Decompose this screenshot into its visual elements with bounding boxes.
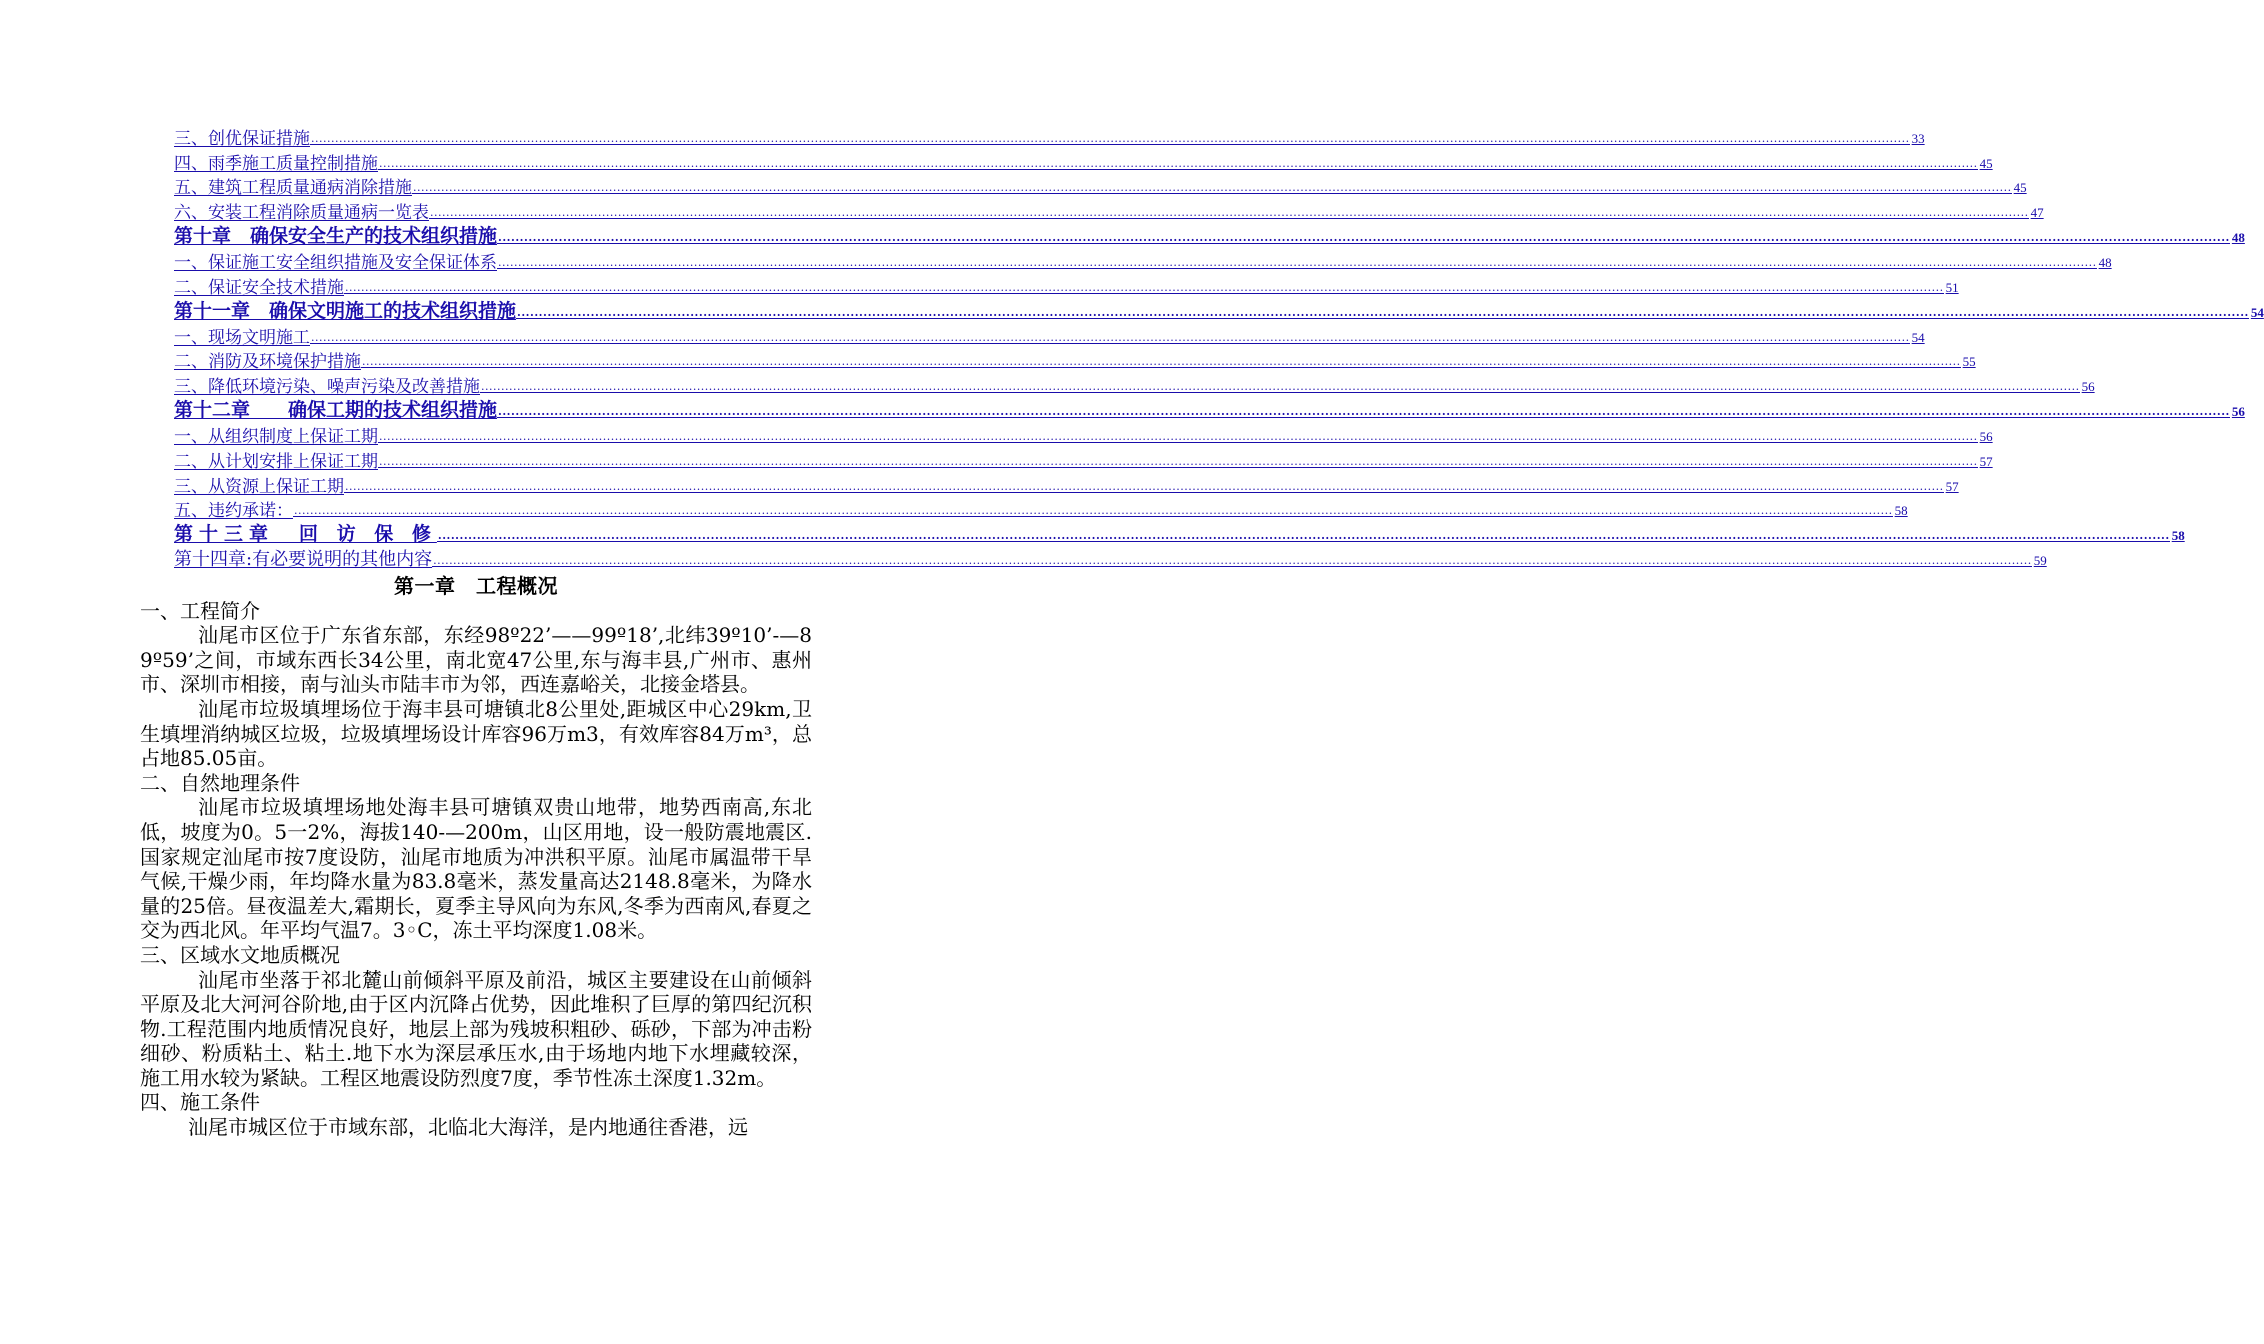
toc-entry[interactable] — [174, 223, 2245, 248]
paragraph: 汕尾市垃圾填埋场地处海丰县可塘镇双贵山地带，地势西南高,东北低，坡度为0。5一2%，海拔140-—200m，山区用地，设一般防震地震区.国家规定汕尾市按7度设防，汕尾市地质为冲洪积平原。汕尾市属温带干旱气候,干燥少雨，年均降水量为83.8毫米，蒸发量高达2148.8毫米，为降水量的25倍。昼夜温差大,霜期长，夏季主导风向为东风,冬季为西南风,春夏之交为西北风。年平均气温7。3◦C，冻土平均深度1.08米。 — [140, 795, 812, 943]
chapter-title: 第一章 工程概况 — [394, 574, 558, 598]
toc-page-number: 54 — [1911, 329, 1925, 345]
toc-entry-label: 二、保证安全技术措施 — [174, 277, 344, 298]
toc-leader-dots: ................................................................................................................................................................................................................................................................................................................................................................................................................ — [413, 181, 2012, 195]
toc-entry-label: 四、雨季施工质量控制措施 — [174, 153, 378, 174]
toc-entry-label: 二、消防及环境保护措施 — [174, 352, 361, 373]
toc-page-number: 45 — [1979, 155, 1993, 171]
toc-entry-label: 第十四章:有必要说明的其他内容 — [174, 549, 433, 571]
toc-entry-label: 二、从计划安排上保证工期 — [174, 451, 378, 472]
toc-entry[interactable] — [174, 298, 2264, 323]
toc-leader-dots: ................................................................................................................................................................................................................................................................................................................................................................................................................ — [379, 454, 1978, 468]
toc-entry[interactable] — [174, 124, 1925, 149]
toc-page-number: 48 — [2231, 230, 2245, 246]
toc-leader-dots: ................................................................................................................................................................................................................................................................................................................................................................................................................ — [433, 554, 2032, 568]
section-heading: 一、工程简介 — [140, 598, 260, 623]
toc-entry[interactable] — [174, 497, 1908, 522]
toc-entry[interactable] — [174, 348, 1976, 373]
section-heading: 四、施工条件 — [140, 1090, 260, 1115]
toc-leader-dots: ................................................................................................................................................................................................................................................................................................................................................................................................................ — [517, 305, 2249, 319]
toc-leader-dots: ................................................................................................................................................................................................................................................................................................................................................................................................................ — [294, 504, 1893, 518]
toc-entry-label: 一、现场文明施工 — [174, 327, 310, 348]
paragraph: 汕尾市城区位于市域东部，北临北大海洋，是内地通往香港，远 — [188, 1115, 748, 1140]
toc-page-number: 48 — [2098, 254, 2112, 270]
toc-page-number: 54 — [2250, 304, 2264, 320]
toc-leader-dots: ................................................................................................................................................................................................................................................................................................................................................................................................................ — [437, 529, 2170, 543]
toc-entry[interactable] — [174, 273, 1959, 298]
toc-page-number: 58 — [1894, 503, 1908, 519]
paragraph: 汕尾市区位于广东省东部，东经98º22’——99º18’,北纬39º10’-—89º59’之间，市域东西长34公里，南北宽47公里,东与海丰县,广州市、惠州市、深圳市相接，南与汕头市陆丰市为邻，西连嘉峪关，北接金塔县。 — [140, 623, 812, 697]
toc-page-number: 51 — [1945, 279, 1959, 295]
toc-leader-dots: ................................................................................................................................................................................................................................................................................................................................................................................................................ — [345, 280, 1944, 294]
toc-entry[interactable] — [174, 372, 2095, 398]
toc-page-number: 57 — [1979, 453, 1993, 469]
toc-entry-label: 三、创优保证措施 — [174, 128, 310, 149]
toc-leader-dots: ................................................................................................................................................................................................................................................................................................................................................................................................................ — [311, 131, 1910, 145]
toc-leader-dots: ................................................................................................................................................................................................................................................................................................................................................................................................................ — [498, 255, 2097, 269]
toc-entry-label: 六、安装工程消除质量通病一览表 — [174, 203, 429, 224]
toc-page-number: 57 — [1945, 478, 1959, 494]
toc-entry[interactable] — [174, 397, 2245, 422]
toc-entry[interactable] — [174, 323, 1925, 348]
toc-page-number: 59 — [2033, 553, 2047, 569]
toc-page-number: 55 — [1962, 354, 1976, 370]
toc-entry-label: 三、从资源上保证工期 — [174, 476, 344, 497]
toc-entry[interactable] — [174, 472, 1959, 497]
section-heading: 三、区域水文地质概况 — [140, 942, 340, 967]
table-of-contents — [174, 124, 2264, 571]
toc-leader-dots: ................................................................................................................................................................................................................................................................................................................................................................................................................ — [481, 380, 2080, 394]
toc-entry-label: 五、建筑工程质量通病消除措施 — [174, 178, 412, 199]
toc-page-number: 56 — [2081, 379, 2095, 395]
toc-page-number: 58 — [2171, 528, 2185, 544]
toc-entry[interactable] — [174, 198, 2044, 224]
toc-leader-dots: ................................................................................................................................................................................................................................................................................................................................................................................................................ — [498, 405, 2230, 419]
toc-entry-label: 第十章 确保安全生产的技术组织措施 — [174, 225, 498, 248]
toc-entry-label: 第十三章 回 访 保 修 — [174, 523, 437, 546]
toc-page-number: 45 — [2013, 180, 2027, 196]
toc-entry-label: 第十二章 确保工期的技术组织措施 — [174, 399, 498, 422]
paragraph: 汕尾市垃圾填埋场位于海丰县可塘镇北8公里处,距城区中心29km,卫生填埋消纳城区垃圾，垃圾填埋场设计库容96万m3，有效库容84万m³，总占地85.05亩。 — [140, 696, 812, 771]
toc-page-number: 47 — [2030, 205, 2044, 221]
toc-entry[interactable] — [174, 546, 2047, 571]
toc-leader-dots: ................................................................................................................................................................................................................................................................................................................................................................................................................ — [311, 330, 1910, 344]
section-heading: 二、自然地理条件 — [140, 770, 300, 795]
toc-entry[interactable] — [174, 447, 1993, 472]
paragraph: 汕尾市坐落于祁北麓山前倾斜平原及前沿，城区主要建设在山前倾斜平原及北大河河谷阶地,由于区内沉降占优势，因此堆积了巨厚的第四纪沉积物.工程范围内地质情况良好，地层上部为残坡积粗砂、砾砂，下部为冲击粉细砂、粉质粘土、粘土.地下水为深层承压水,由于场地内地下水埋藏较深，施工用水较为紧缺。工程区地震设防烈度7度，季节性冻土深度1.32m。 — [140, 967, 812, 1090]
toc-entry-label: 一、从组织制度上保证工期 — [174, 426, 378, 447]
toc-entry-label: 三、降低环境污染、噪声污染及改善措施 — [174, 377, 480, 398]
chapter-content — [140, 574, 812, 1140]
toc-leader-dots: ................................................................................................................................................................................................................................................................................................................................................................................................................ — [345, 479, 1944, 493]
toc-entry-label: 一、保证施工安全组织措施及安全保证体系 — [174, 252, 497, 273]
toc-entry[interactable] — [174, 422, 1993, 447]
toc-page-number: 56 — [2231, 404, 2245, 420]
toc-entry[interactable] — [174, 521, 2185, 546]
toc-entry[interactable] — [174, 149, 1993, 174]
toc-leader-dots: ................................................................................................................................................................................................................................................................................................................................................................................................................ — [498, 231, 2230, 245]
toc-page-number: 56 — [1979, 428, 1993, 444]
toc-entry[interactable] — [174, 174, 2027, 199]
toc-leader-dots: ................................................................................................................................................................................................................................................................................................................................................................................................................ — [430, 206, 2029, 220]
toc-entry-label: 五、违约承诺： — [174, 501, 293, 522]
toc-page-number: 33 — [1911, 130, 1925, 146]
toc-entry-label: 第十一章 确保文明施工的技术组织措施 — [174, 299, 517, 322]
toc-leader-dots: ................................................................................................................................................................................................................................................................................................................................................................................................................ — [362, 355, 1961, 369]
toc-leader-dots: ................................................................................................................................................................................................................................................................................................................................................................................................................ — [379, 429, 1978, 443]
toc-entry[interactable] — [174, 248, 2112, 273]
toc-leader-dots: ................................................................................................................................................................................................................................................................................................................................................................................................................ — [379, 156, 1978, 170]
